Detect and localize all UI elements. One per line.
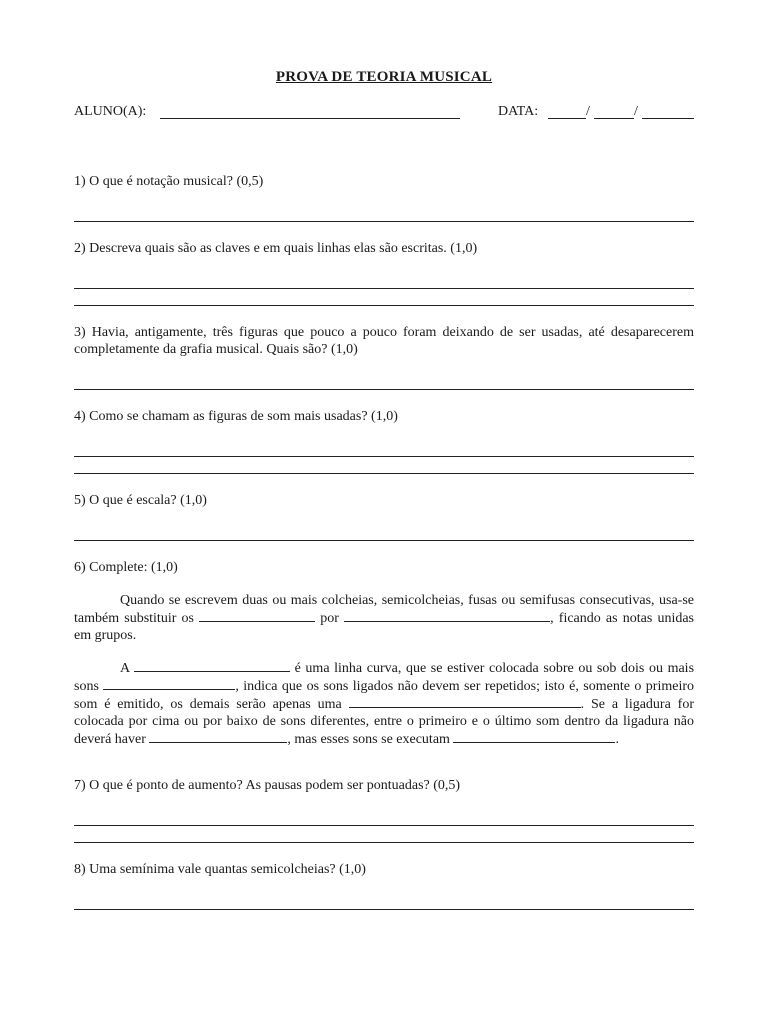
fill-blank[interactable] (134, 659, 290, 672)
question-8: 8) Uma semínima vale quantas semicolcheias? (1,0) (74, 862, 366, 877)
q6-paragraph-1 (74, 592, 694, 644)
fill-blank[interactable] (103, 677, 235, 690)
q6-text: Quando se escrevem duas ou mais colcheias, semicolcheias, fusas ou semifusas consecutivas, usa-se também substituir os (74, 593, 694, 626)
question-3: 3) Havia, antigamente, três figuras que pouco a pouco foram deixando de ser usadas, até desaparecerem completamente da grafia musical. Quais são? (1,0) (74, 325, 694, 357)
question-1: 1) O que é notação musical? (0,5) (74, 174, 264, 189)
exam-page (74, 0, 694, 1024)
answer-line[interactable] (74, 909, 694, 910)
q6-paragraph-2 (74, 659, 694, 748)
date-year-field[interactable] (642, 118, 694, 119)
q6-text: A (120, 661, 130, 676)
question-5: 5) O que é escala? (1,0) (74, 493, 207, 508)
fill-blank[interactable] (349, 695, 581, 708)
date-label: DATA: (498, 104, 539, 119)
question-6: 6) Complete: (1,0) (74, 560, 178, 575)
answer-line[interactable] (74, 842, 694, 843)
fill-blank[interactable] (149, 730, 287, 743)
q6-text: por (320, 611, 339, 626)
question-4: 4) Como se chamam as figuras de som mais usadas? (1,0) (74, 409, 398, 424)
page-title: PROVA DE TEORIA MUSICAL (275, 69, 493, 85)
answer-line[interactable] (74, 288, 694, 289)
answer-line[interactable] (74, 456, 694, 457)
q6-text: é uma linha curva, que se estiver colocada sobre ou sob dois ou mais sons (74, 661, 695, 694)
fill-blank[interactable] (344, 609, 550, 622)
answer-line[interactable] (74, 389, 694, 390)
student-name-field[interactable] (160, 118, 460, 119)
answer-line[interactable] (74, 221, 694, 222)
q6-text: . (615, 732, 619, 747)
date-separator: / (634, 104, 638, 119)
date-separator: / (586, 104, 590, 119)
q6-text: . Se a ligadura for colocada por cima ou por baixo de sons diferentes, entre o primeiro e o último som dentro da ligadura não deverá haver (74, 697, 694, 747)
q6-text: , indica que os sons ligados não devem ser repetidos; isto é, somente o primeiro som é emitido, os demais serão apenas uma (74, 679, 694, 712)
answer-line[interactable] (74, 540, 694, 541)
fill-blank[interactable] (453, 730, 615, 743)
q6-text: , mas esses sons se executam (287, 732, 450, 747)
fill-blank[interactable] (199, 609, 315, 622)
answer-line[interactable] (74, 473, 694, 474)
answer-line[interactable] (74, 825, 694, 826)
answer-line[interactable] (74, 305, 694, 306)
question-2: 2) Descreva quais são as claves e em quais linhas elas são escritas. (1,0) (74, 241, 478, 256)
student-header (74, 104, 694, 124)
date-month-field[interactable] (594, 118, 634, 119)
date-day-field[interactable] (548, 118, 586, 119)
q6-text: , ficando as notas unidas em grupos. (74, 611, 694, 643)
student-label: ALUNO(A): (74, 104, 147, 119)
question-7: 7) O que é ponto de aumento? As pausas podem ser pontuadas? (0,5) (74, 778, 461, 793)
